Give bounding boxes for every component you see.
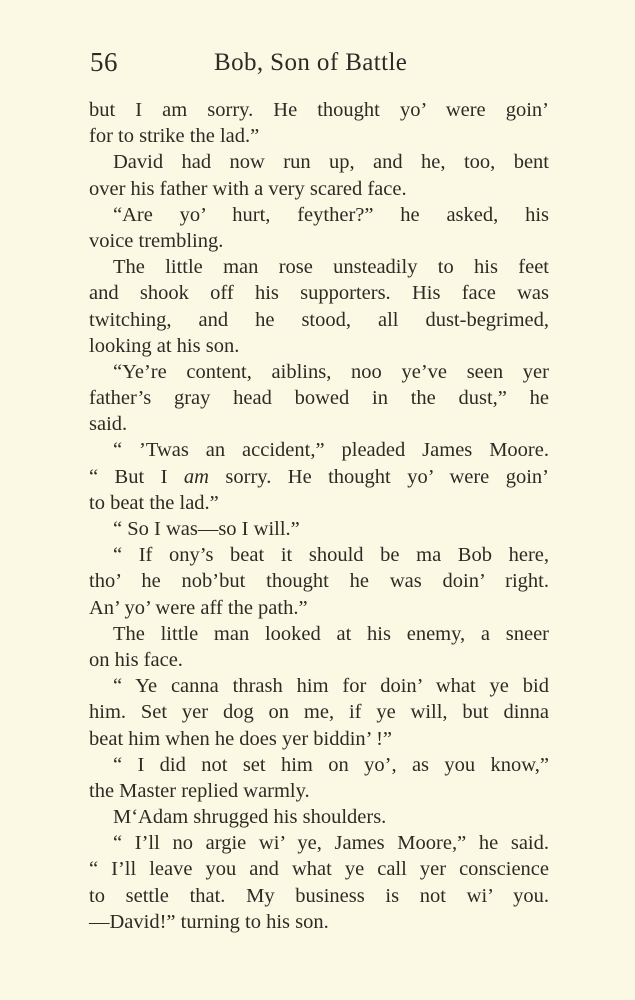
text-segment: sorry. He thought yo’ were goin’ <box>208 465 549 488</box>
text-line: “ I’ll leave you and what ye call yer conscience <box>89 858 549 881</box>
text-line: “Are yo’ hurt, feyther?” he asked, his <box>113 203 549 226</box>
text-line: the Master replied warmly. <box>89 779 310 802</box>
text-line: David had now run up, and he, too, bent <box>113 151 549 174</box>
text-line: to beat the lad.” <box>89 491 219 514</box>
text-line: over his father with a very scared face. <box>89 177 407 200</box>
text-line: The little man rose unsteadily to his feet <box>113 256 549 279</box>
text-line: said. <box>89 413 128 436</box>
running-head: Bob, Son of Battle <box>214 49 408 76</box>
body-text <box>89 97 549 935</box>
text-line: to settle that. My business is not wi’ you. <box>89 884 549 907</box>
text-segment: “ But I <box>89 465 184 488</box>
text-line: and shook off his supporters. His face was <box>89 282 549 305</box>
text-line: father’s gray head bowed in the dust,” he <box>89 387 549 410</box>
text-line: “ I’ll no argie wi’ ye, James Moore,” he said. <box>113 832 549 855</box>
text-line <box>89 464 549 490</box>
text-line: “ ’Twas an accident,” pleaded James Moore. <box>113 439 549 462</box>
text-line: An’ yo’ were aff the path.” <box>89 596 308 619</box>
text-line: for to strike the lad.” <box>89 125 260 148</box>
text-line: voice trembling. <box>89 229 224 252</box>
text-line: “ Ye canna thrash him for doin’ what ye bid <box>113 675 549 698</box>
text-line: but I am sorry. He thought yo’ were goin’ <box>89 99 549 121</box>
text-line: M‘Adam shrugged his shoulders. <box>113 806 387 829</box>
emphasized-word: am <box>183 465 209 488</box>
text-line: tho’ he nob’but thought he was doin’ right. <box>89 570 549 593</box>
text-line: “ I did not set him on yo’, as you know,” <box>113 753 549 776</box>
text-line: looking at his son. <box>89 334 240 357</box>
page-number: 56 <box>90 47 118 77</box>
text-line: beat him when he does yer biddin’ !” <box>89 727 393 750</box>
text-line: “ If ony’s beat it should be ma Bob here, <box>113 544 549 567</box>
text-line: on his face. <box>89 648 183 671</box>
text-line: “Ye’re content, aiblins, noo ye’ve seen yer <box>113 360 549 383</box>
text-line: “ So I was—so I will.” <box>113 518 300 540</box>
text-line: —David!” turning to his son. <box>89 910 329 933</box>
text-line: him. Set yer dog on me, if ye will, but dinna <box>89 701 549 724</box>
text-line: The little man looked at his enemy, a sneer <box>113 622 549 645</box>
text-line: twitching, and he stood, all dust-begrimed, <box>89 308 549 331</box>
